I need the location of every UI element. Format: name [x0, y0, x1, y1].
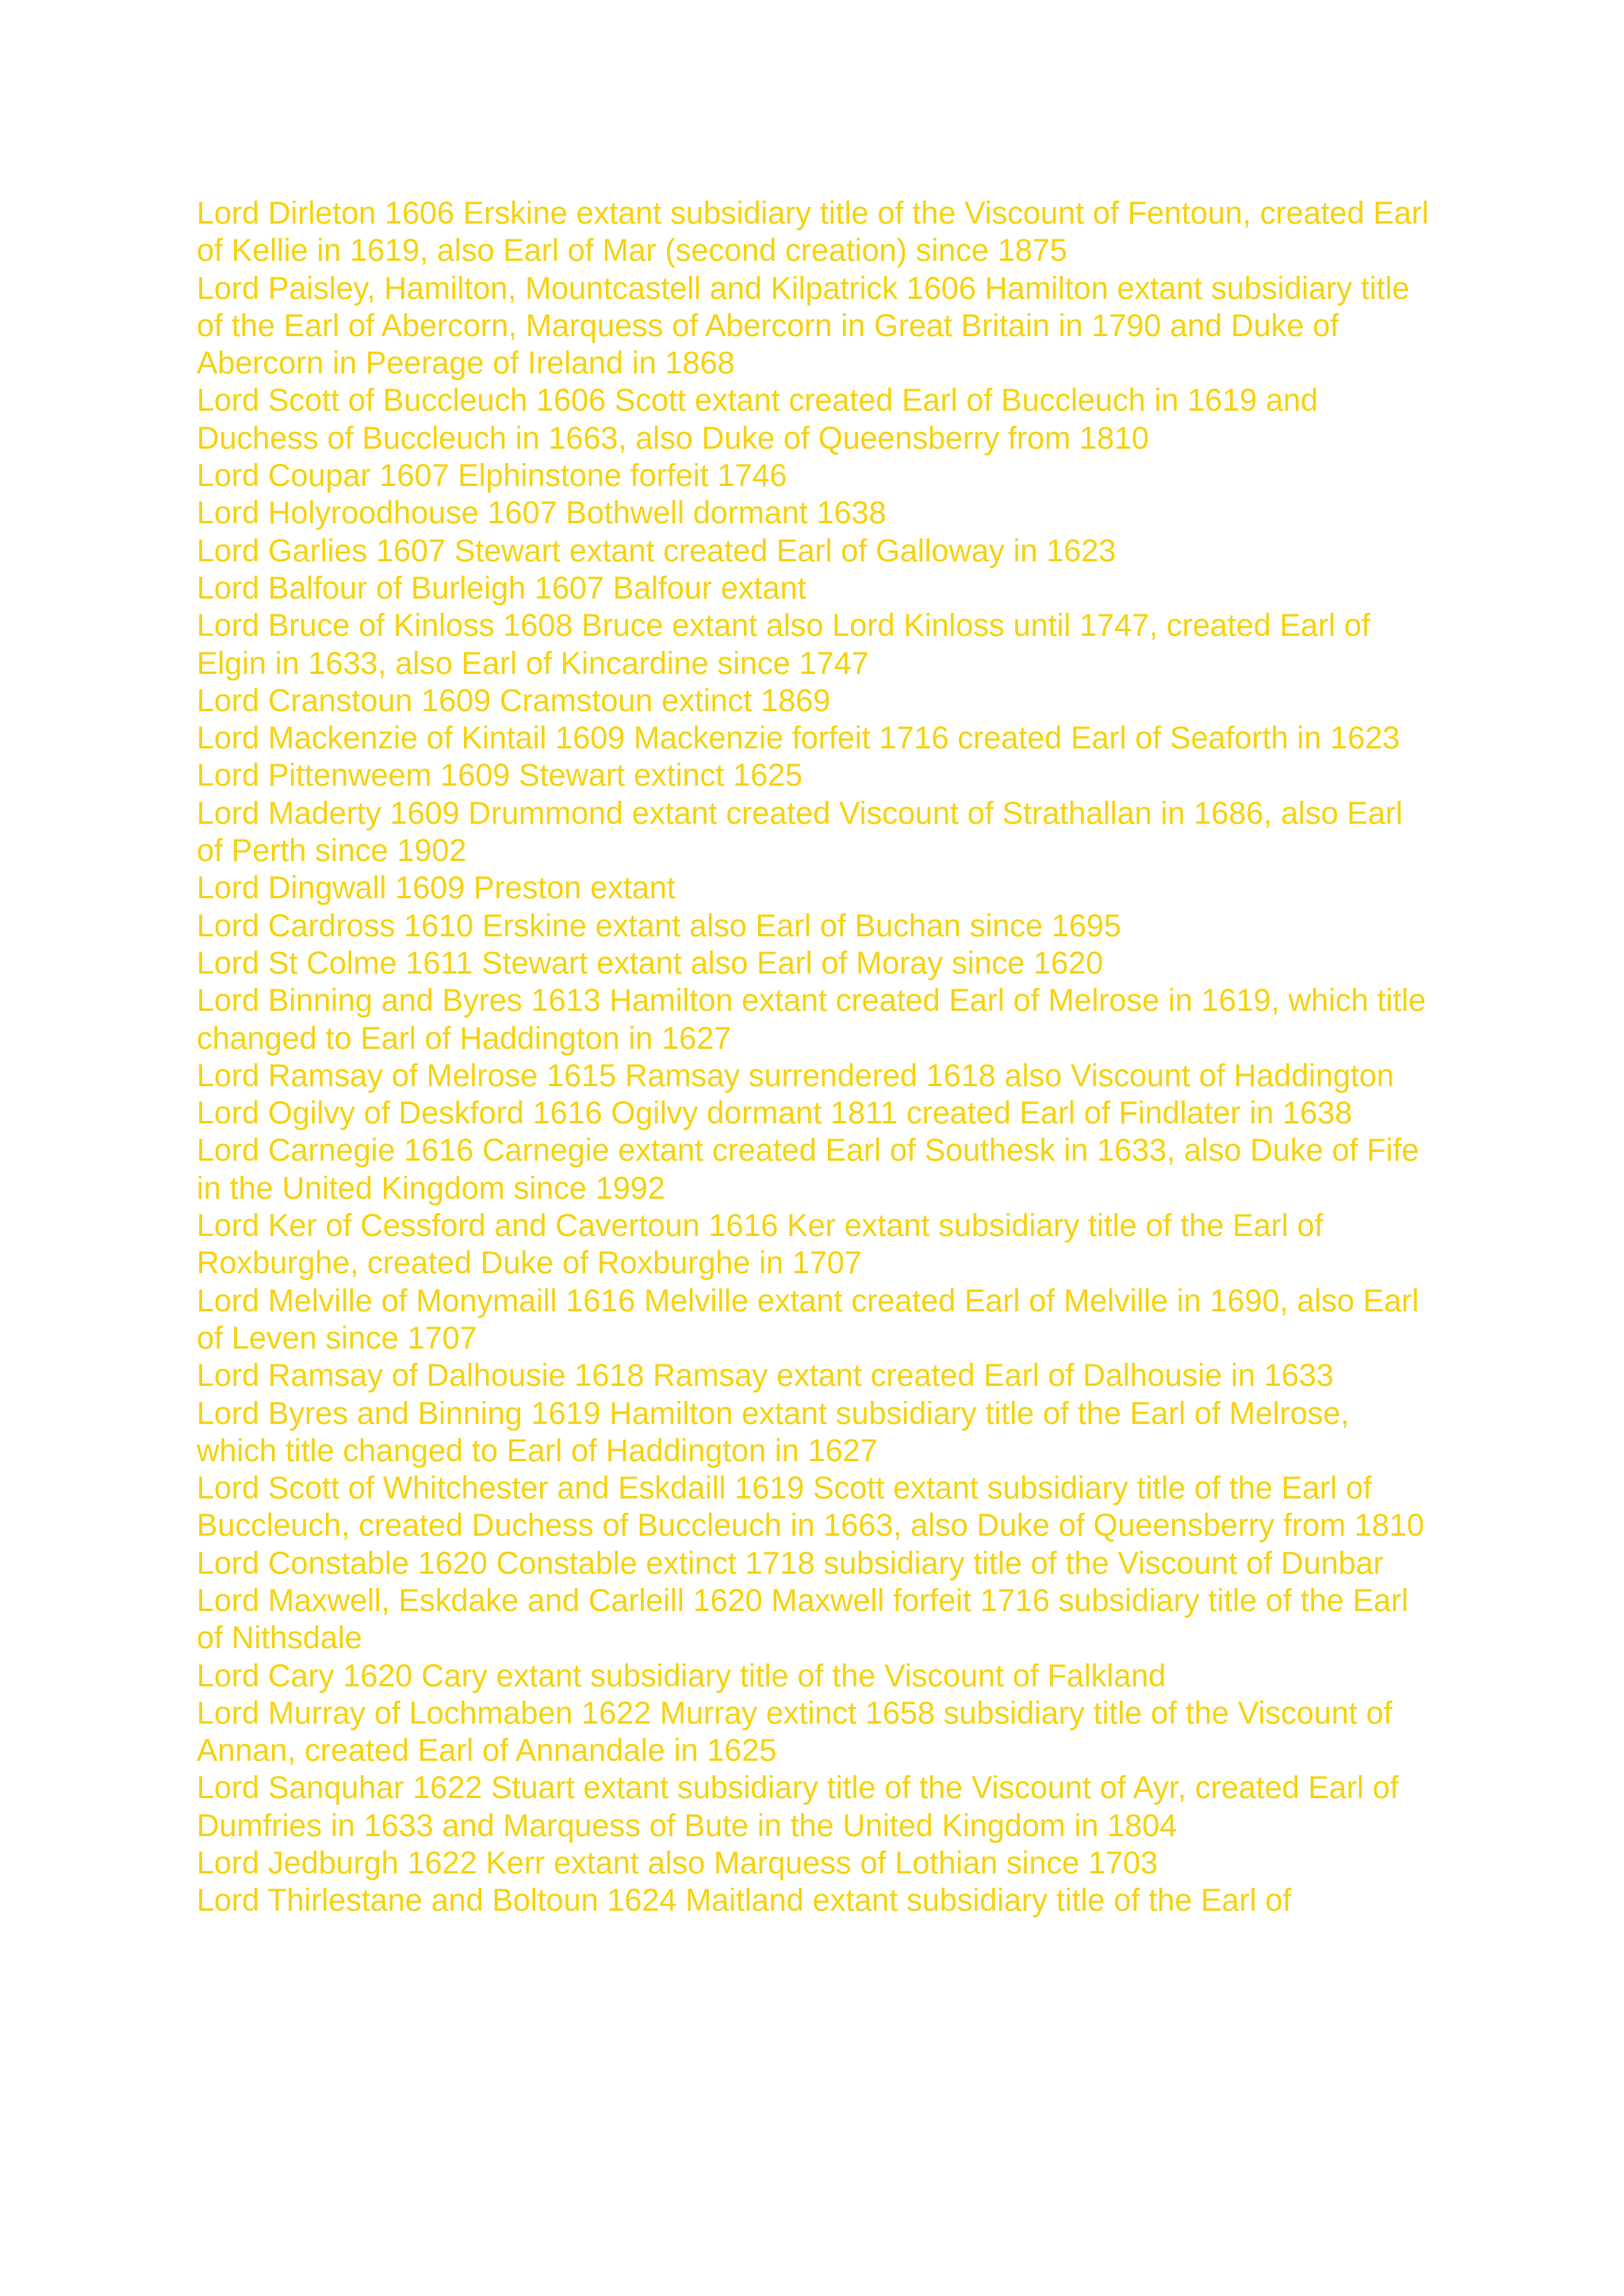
- entry-lord-cranstoun: Lord Cranstoun 1609 Cramstoun extinct 1869: [197, 683, 831, 718]
- entry-lord-jedburgh: Lord Jedburgh 1622 Kerr extant also Marquess of Lothian since 1703: [197, 1846, 1159, 1881]
- entry-lord-dingwall: Lord Dingwall 1609 Preston extant: [197, 871, 676, 906]
- entry-lord-holyroodhouse: Lord Holyroodhouse 1607 Bothwell dormant 1638: [197, 496, 887, 531]
- entry-lord-murray-of-lochmaben: Lord Murray of Lochmaben 1622 Murray extinct 1658 subsidiary title of the Viscount of Annan, created Earl of Annandale in 1625: [197, 1695, 1392, 1769]
- entry-lord-binning-and-byres: Lord Binning and Byres 1613 Hamilton extant created Earl of Melrose in 1619, which title changed to Earl of Haddington in 1627: [197, 983, 1427, 1056]
- entry-lord-ramsay-of-dalhousie: Lord Ramsay of Dalhousie 1618 Ramsay extant created Earl of Dalhousie in 1633: [197, 1358, 1334, 1394]
- entry-lord-mackenzie-of-kintail: Lord Mackenzie of Kintail 1609 Mackenzie forfeit 1716 created Earl of Seaforth in 1623: [197, 721, 1400, 756]
- entry-lord-constable: Lord Constable 1620 Constable extinct 1718 subsidiary title of the Viscount of Dunbar: [197, 1545, 1384, 1581]
- entry-lord-balfour-of-burleigh: Lord Balfour of Burleigh 1607 Balfour extant: [197, 570, 806, 606]
- entry-lord-garlies: Lord Garlies 1607 Stewart extant created Earl of Galloway in 1623: [197, 533, 1116, 568]
- entry-lord-cary: Lord Cary 1620 Cary extant subsidiary title of the Viscount of Falkland: [197, 1658, 1166, 1693]
- entry-lord-ker-of-cessford: Lord Ker of Cessford and Cavertoun 1616 Ker extant subsidiary title of the Earl of Roxburghe, created Duke of Roxburghe in 1707: [197, 1208, 1323, 1281]
- document-page: [197, 195, 1434, 1920]
- entry-lord-coupar: Lord Coupar 1607 Elphinstone forfeit 1746: [197, 458, 787, 494]
- entry-lord-melville-of-monymaill: Lord Melville of Monymaill 1616 Melville extant created Earl of Melville in 1690, also Earl of Leven since 1707: [197, 1283, 1419, 1356]
- entry-lord-ogilvy-of-deskford: Lord Ogilvy of Deskford 1616 Ogilvy dormant 1811 created Earl of Findlater in 1638: [197, 1096, 1353, 1131]
- entry-lord-carnegie: Lord Carnegie 1616 Carnegie extant created Earl of Southesk in 1633, also Duke of Fife in the United Kingdom since 1992: [197, 1133, 1419, 1206]
- entry-lord-st-colme: Lord St Colme 1611 Stewart extant also Earl of Moray since 1620: [197, 945, 1104, 981]
- entry-lord-thirlestane-and-boltoun: Lord Thirlestane and Boltoun 1624 Maitland extant subsidiary title of the Earl of: [197, 1883, 1292, 1919]
- entry-lord-pittenweem: Lord Pittenweem 1609 Stewart extinct 1625: [197, 758, 803, 794]
- entry-lord-dirleton: Lord Dirleton 1606 Erskine extant subsidiary title of the Viscount of Fentoun, created Earl of Kellie in 1619, also Earl of Mar (second creation) since 1875: [197, 196, 1429, 269]
- entry-lord-cardross: Lord Cardross 1610 Erskine extant also Earl of Buchan since 1695: [197, 908, 1121, 943]
- entry-lord-ramsay-of-melrose: Lord Ramsay of Melrose 1615 Ramsay surrendered 1618 also Viscount of Haddington: [197, 1058, 1394, 1093]
- entry-lord-scott-of-buccleuch: Lord Scott of Buccleuch 1606 Scott extant created Earl of Buccleuch in 1619 and Duchess of Buccleuch in 1663, also Duke of Queensberry from 1810: [197, 383, 1319, 456]
- entry-lord-bruce-of-kinloss: Lord Bruce of Kinloss 1608 Bruce extant also Lord Kinloss until 1747, created Earl of Elgin in 1633, also Earl of Kincardine since 1747: [197, 608, 1370, 681]
- entry-lord-maxwell: Lord Maxwell, Eskdake and Carleill 1620 Maxwell forfeit 1716 subsidiary title of the Earl of Nithsdale: [197, 1582, 1409, 1656]
- entry-lord-scott-of-whitchester: Lord Scott of Whitchester and Eskdaill 1619 Scott extant subsidiary title of the Earl of Buccleuch, created Duchess of Buccleuch in 1663, also Duke of Queensberry from 1810: [197, 1471, 1424, 1544]
- entry-lord-sanquhar: Lord Sanquhar 1622 Stuart extant subsidiary title of the Viscount of Ayr, created Earl of Dumfries in 1633 and Marquess of Bute in the United Kingdom in 1804: [197, 1770, 1399, 1843]
- entry-lord-maderty: Lord Maderty 1609 Drummond extant created Viscount of Strathallan in 1686, also Earl of Perth since 1902: [197, 795, 1403, 869]
- entry-lord-paisley: Lord Paisley, Hamilton, Mountcastell and Kilpatrick 1606 Hamilton extant subsidiary title of the Earl of Abercorn, Marquess of Abercorn in Great Britain in 1790 and Duke of Abercorn in Peerage of Ireland in 1868: [197, 270, 1410, 381]
- entry-lord-byres-and-binning: Lord Byres and Binning 1619 Hamilton extant subsidiary title of the Earl of Melrose, which title changed to Earl of Haddington in 1627: [197, 1395, 1350, 1468]
